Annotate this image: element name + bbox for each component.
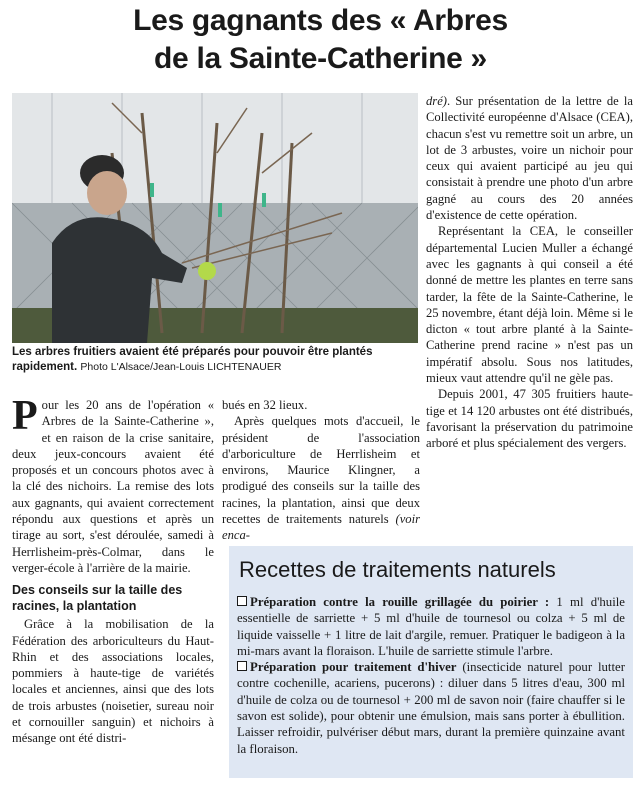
- recipe-item-1-text: 1 ml d'huile essentielle de sarriette + 5 ml d'huile de tournesol ou colza + 5 ml de liquide vaisselle + 1 litre de lait d'argile, remuer. Pratiquer le badigeon à la mi-mars avant la floraison. L'huile de sarriette stimule l'arbre.: [237, 595, 625, 658]
- headline-line-2: de la Sainte-Catherine »: [154, 42, 487, 75]
- headline-line-1: Les gagnants des « Arbres: [133, 4, 508, 37]
- paragraph-councillor: Représentant la CEA, le conseiller départemental Lucien Muller a échangé avec les gagnants à qui conseil a été donné de mettre les plantes en terre sans tarder, la fête de la Sainte-Catherine, le 25 novembre, étant déjà loin. Même si le dicton « tout arbre planté à la Sainte-Catherine prend racine » n'est pas un impératif absolu. Sous nos latitudes, mieux vaut attendre qu'il ne gèle pas.: [426, 224, 633, 386]
- paragraph-mobilisation: Grâce à la mobilisation de la Fédération des arboriculteurs du Haut-Rhin et des associations locales, pommiers à haute-tige de variétés locales et anciennes, ainsi que des lots de trois arbustes (noisetier, sureau noir et cornouiller sanguin) et nichoirs à mésange ont été distri-: [12, 617, 214, 746]
- recipe-box: [229, 546, 633, 778]
- headline: [0, 2, 641, 78]
- photo-caption: [12, 345, 418, 375]
- intro-text: our les 20 ans de l'opération « Arbres de la Sainte-Catherine », et en raison de la crise sanitaire, deux jeux-concours avaient été proposés et un concours photos avec à la clé des nichoirs. La remise des lots aux gagnants, qui avaient correctement répondu aux questions et après un tirage au sort, s'est déroulée, samedi à Herrlisheim-près-Colmar, dans le verger-école à l'arrière de la mairie.: [12, 398, 214, 575]
- see-box-reference: (voir enca-: [222, 512, 420, 543]
- subheading: Des conseils sur la taille des racines, la plantation: [12, 583, 183, 614]
- column-2: [222, 397, 420, 544]
- recipe-item-2-title: Préparation pour traitement d'hiver: [250, 660, 457, 675]
- article-photo: [12, 93, 418, 343]
- president-text: Après quelques mots d'accueil, le président de l'association d'arboriculture de Herrlisheim et environs, Maurice Klingner, a prodigué des conseils sur la taille des racines, la plantation, ainsi que deux recettes de traitements naturels: [222, 414, 420, 527]
- recipe-item-2: [237, 659, 625, 757]
- checkbox-icon: [237, 596, 247, 606]
- paragraph-statistics: Depuis 2001, 47 305 fruitiers haute-tige et 14 120 arbustes ont été distribués, favorisant la préservation du patrimoine arboré et plus spécialement des vergers.: [426, 387, 633, 451]
- column-1: [12, 393, 214, 747]
- caption-text: Les arbres fruitiers avaient été préparés pour pouvoir être plantés rapidement.: [12, 346, 373, 373]
- paragraph-president: [222, 413, 420, 543]
- see-box-reference-end: dré): [426, 94, 447, 108]
- recipe-item-1: [237, 594, 625, 659]
- photo-credit: Photo L'Alsace/Jean-Louis LICHTENAUER: [80, 361, 282, 373]
- paragraph-intro: [12, 393, 214, 576]
- orchard-photo-illustration: [12, 93, 418, 343]
- recipe-item-1-title: Préparation contre la rouille grillagée du poirier :: [250, 595, 550, 609]
- paragraph-continued: bués en 32 lieux.: [222, 398, 308, 412]
- checkbox-icon: [237, 661, 247, 671]
- column-3: [426, 93, 633, 452]
- paragraph-cea: [426, 93, 633, 223]
- recipe-item-2-text: (insecticide naturel pour lutter contre cochenille, acariens, pucerons) : diluer dans 5 litres d'eau, 300 ml d'huile de colza ou de tournesol + 200 ml de savon noir (faire chauffer si le savon est solide), pour obtenir une émulsion, mais sans porter à ébullition. Laisser refroidir, pulvériser début mars, durant la première quinzaine avant la floraison.: [237, 660, 625, 756]
- dropcap: P: [12, 393, 38, 439]
- recipe-box-title: Recettes de traitements naturels: [239, 557, 556, 582]
- cea-text: . Sur présentation de la lettre de la Collectivité européenne d'Alsace (CEA), chacun s'est vu remettre soit un arbre, un lot de 3 arbustes, voire un nichoir pour ceux qui avaient participé au jeu qui consistait à prendre une photo d'un arbre gagné au cours des 20 années d'existence de cette opération.: [426, 94, 633, 223]
